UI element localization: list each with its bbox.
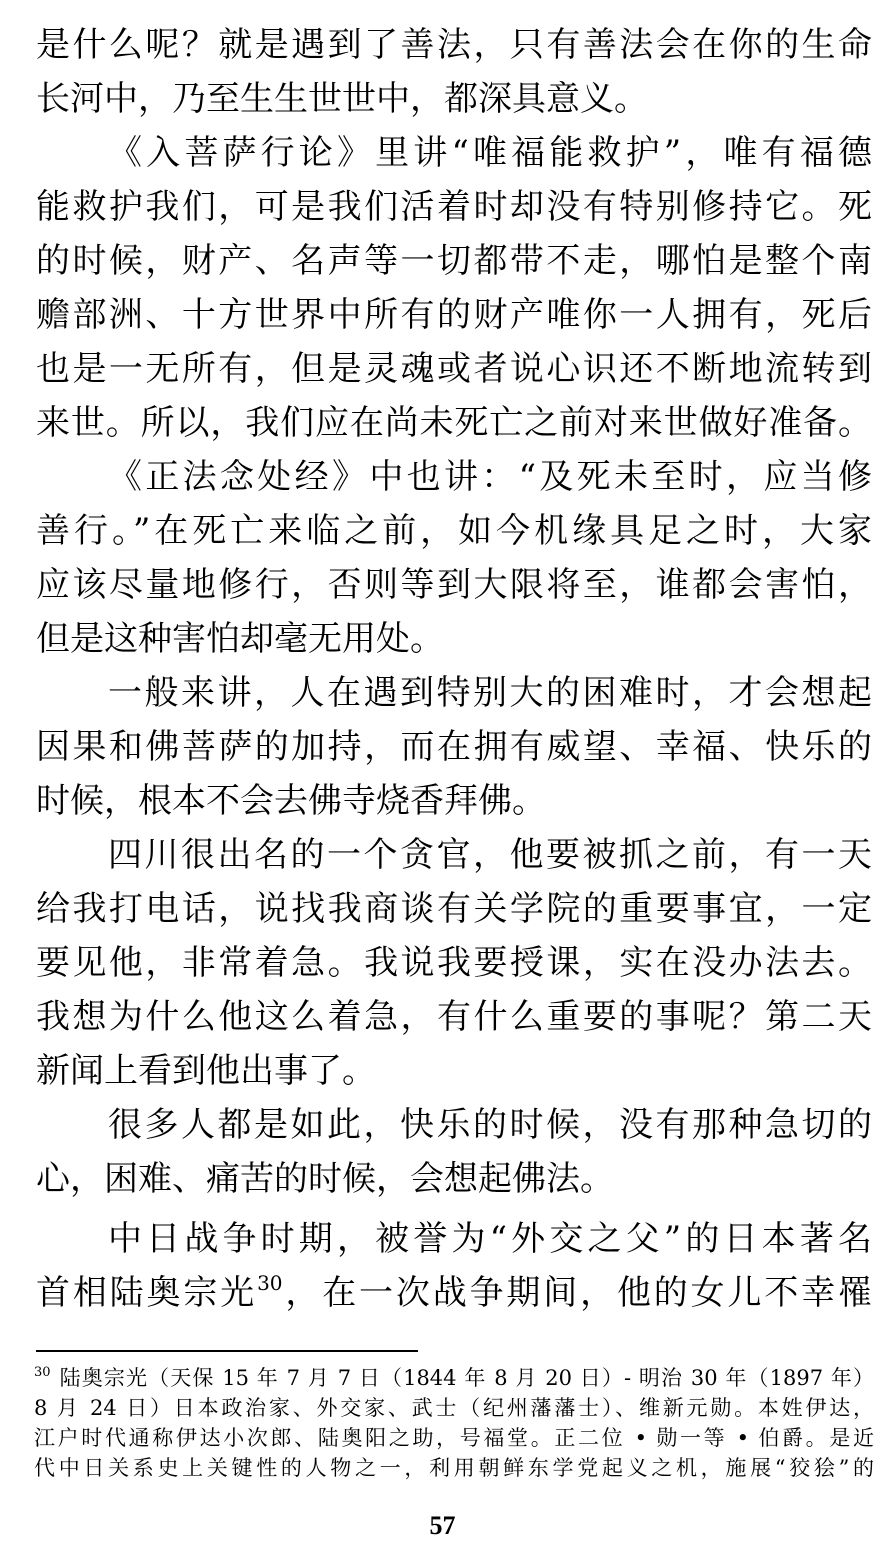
body-line: 因果和佛菩萨的加持，而在拥有威望、幸福、快乐的 xyxy=(36,727,872,767)
body-line: 时候，根本不会去佛寺烧香拜佛。 xyxy=(36,781,546,821)
body-line: 要见他，非常着急。我说我要授课，实在没办法去。 xyxy=(36,943,872,983)
body-line: 也是一无所有，但是灵魂或者说心识还不断地流转到 xyxy=(36,349,872,389)
body-line: 我想为什么他这么着急，有什么重要的事呢？第二天 xyxy=(36,997,872,1037)
body-line: 应该尽量地修行，否则等到大限将至，谁都会害怕， xyxy=(36,565,872,605)
footnote-number: 30 xyxy=(34,1365,51,1380)
body-line: 赡部洲、十方世界中所有的财产唯你一人拥有，死后 xyxy=(36,295,872,335)
page-number: 57 xyxy=(429,1511,456,1540)
body-text: ，在一次战争期间，他的女儿不幸罹 xyxy=(282,1273,873,1313)
body-line: 长河中，乃至生生世世中，都深具意义。 xyxy=(36,79,648,119)
paragraph-first-line: 《入菩萨行论》里讲“唯福能救护”，唯有福德 xyxy=(108,133,872,173)
paragraph-first-line: 很多人都是如此，快乐的时候，没有那种急切的 xyxy=(108,1105,872,1145)
paragraph-first-line: 《正法念处经》中也讲：“及死未至时，应当修 xyxy=(108,457,872,497)
footnote-line xyxy=(34,1363,874,1393)
footnote-line: 代中日关系史上关键性的人物之一，利用朝鲜东学党起义之机，施展“狡狯”的 xyxy=(34,1456,874,1480)
paragraph-first-line: 四川很出名的一个贪官，他要被抓之前，有一天 xyxy=(108,835,872,875)
footnote-line: 江户时代通称伊达小次郎、陆奥阳之助，号福堂。正二位 • 勋一等 • 伯爵。是近 xyxy=(34,1426,874,1450)
body-line: 新闻上看到他出事了。 xyxy=(36,1051,376,1091)
body-line: 能救护我们，可是我们活着时却没有特别修持它。死 xyxy=(36,187,872,227)
body-line-with-footnote-ref xyxy=(36,1266,872,1320)
body-text: 首相陆奥宗光 xyxy=(36,1273,258,1313)
body-line: 的时候，财产、名声等一切都带不走，哪怕是整个南 xyxy=(36,241,872,281)
footnote-separator xyxy=(36,1350,418,1352)
paragraph-first-line: 中日战争时期，被誉为“外交之父”的日本著名 xyxy=(108,1219,872,1259)
footnote-text: 陆奥宗光（天保 15 年 7 月 7 日（1844 年 8 月 20 日）- 明治 30 年（1897 年） xyxy=(58,1366,874,1390)
footnote-line: 8 月 24 日）日本政治家、外交家、武士（纪州藩藩士）、维新元勋。本姓伊达， xyxy=(34,1396,874,1420)
footnote-reference[interactable]: 30 xyxy=(257,1271,283,1295)
paragraph-first-line: 一般来讲，人在遇到特别大的困难时，才会想起 xyxy=(108,673,872,713)
body-line: 是什么呢？就是遇到了善法，只有善法会在你的生命 xyxy=(36,25,872,65)
body-line: 心，困难、痛苦的时候，会想起佛法。 xyxy=(36,1159,614,1199)
body-line: 善行。”在死亡来临之前，如今机缘具足之时，大家 xyxy=(36,511,872,551)
body-line: 来世。所以，我们应在尚未死亡之前对来世做好准备。 xyxy=(36,403,872,443)
body-line: 但是这种害怕却毫无用处。 xyxy=(36,619,444,659)
body-line: 给我打电话，说找我商谈有关学院的重要事宜，一定 xyxy=(36,889,872,929)
